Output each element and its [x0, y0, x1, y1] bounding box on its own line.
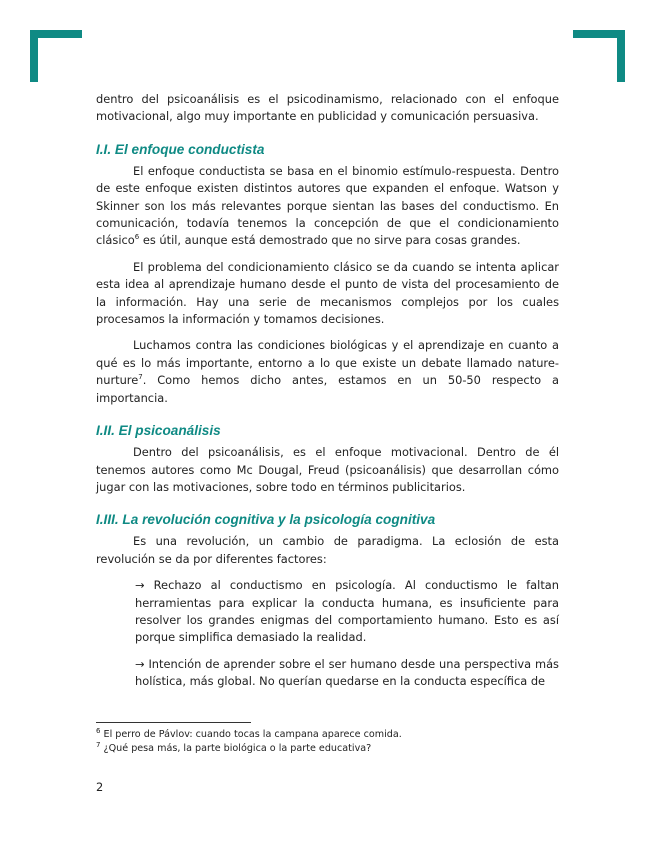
paragraph-text: . Como hemos dicho antes, estamos en un 50-50 respecto a importancia.: [96, 373, 559, 405]
page-number: 2: [96, 780, 104, 794]
footnote-text: El perro de Pávlov: cuando tocas la campana aparece comida.: [100, 729, 402, 740]
paragraph-conductista-2: El problema del condicionamiento clásico se da cuando se intenta aplicar esta idea al aprendizaje humano desde el punto de vista del procesamiento de la información. Hay una serie de mecanismos complejos por los cuales procesamos la información y tomamos decisiones.: [96, 259, 559, 327]
section-heading-conductista: I.I. El enfoque conductista: [96, 141, 265, 157]
footnote-divider: [96, 722, 251, 723]
paragraph-text: El enfoque conductista se basa en el binomio estímulo-respuesta. Dentro de este enfoque existen distintos autores que expanden el enfoque. Watson y Skinner son los más relevantes porque sientan las bases del conductismo. En comunicación, todavía tenemos la concepción de que el condicionamiento clásico: [96, 163, 559, 248]
footnote-7: [96, 742, 559, 756]
corner-mark-top-left: [30, 30, 82, 82]
footnote-ref-6[interactable]: 6: [134, 233, 140, 242]
paragraph-psicoanalisis-1: Dentro del psicoanálisis, es el enfoque motivacional. Dentro de él tenemos autores como Mc Dougal, Freud (psicoanálisis) que desarrollan cómo jugar con las motivaciones, sobre todo en términos publicitarios.: [96, 445, 559, 494]
footnote-ref-7[interactable]: 7: [138, 373, 143, 382]
page-body: [96, 91, 559, 700]
footnote-number: 7: [96, 740, 101, 749]
paragraph-conductista-1: [96, 163, 559, 250]
section-heading-revolucion-cognitiva: I.III. La revolución cognitiva y la psicología cognitiva: [96, 512, 436, 528]
paragraph-text: Luchamos contra las condiciones biológicas y el aprendizaje en cuanto a qué es lo más importante, entorno a lo que existe un debate llamado nature-nurture: [96, 338, 559, 388]
footnotes: [96, 728, 559, 756]
paragraph-conductista-3: [96, 337, 559, 407]
paragraph-revolucion-1: Es una revolución, un cambio de paradigma. La eclosión de esta revolución se da por diferentes factores:: [96, 534, 559, 566]
list-item-rechazo-conductismo: → Rechazo al conductismo en psicología. Al conductismo le faltan herramientas para explicar la conducta humana, es insuficiente para resolver los grandes enigmas del comportamiento humano. Esto es así porque simplifica demasiado la realidad.: [135, 578, 559, 645]
footnote-text: ¿Qué pesa más, la parte biológica o la parte educativa?: [100, 743, 372, 754]
section-heading-psicoanalisis: I.II. El psicoanálisis: [96, 423, 221, 439]
footnote-6: [96, 728, 559, 742]
intro-paragraph: dentro del psicoanálisis es el psicodinamismo, relacionado con el enfoque motivacional, algo muy importante en publicidad y comunicación persuasiva.: [96, 92, 559, 124]
paragraph-text: es útil, aunque está demostrado que no sirve para cosas grandes.: [139, 233, 521, 248]
corner-mark-top-right: [573, 30, 625, 82]
footnote-number: 6: [96, 726, 101, 735]
list-item-intencion-aprender: → Intención de aprender sobre el ser humano desde una perspectiva más holística, más global. No querían quedarse en la conducta específica de: [135, 656, 559, 689]
